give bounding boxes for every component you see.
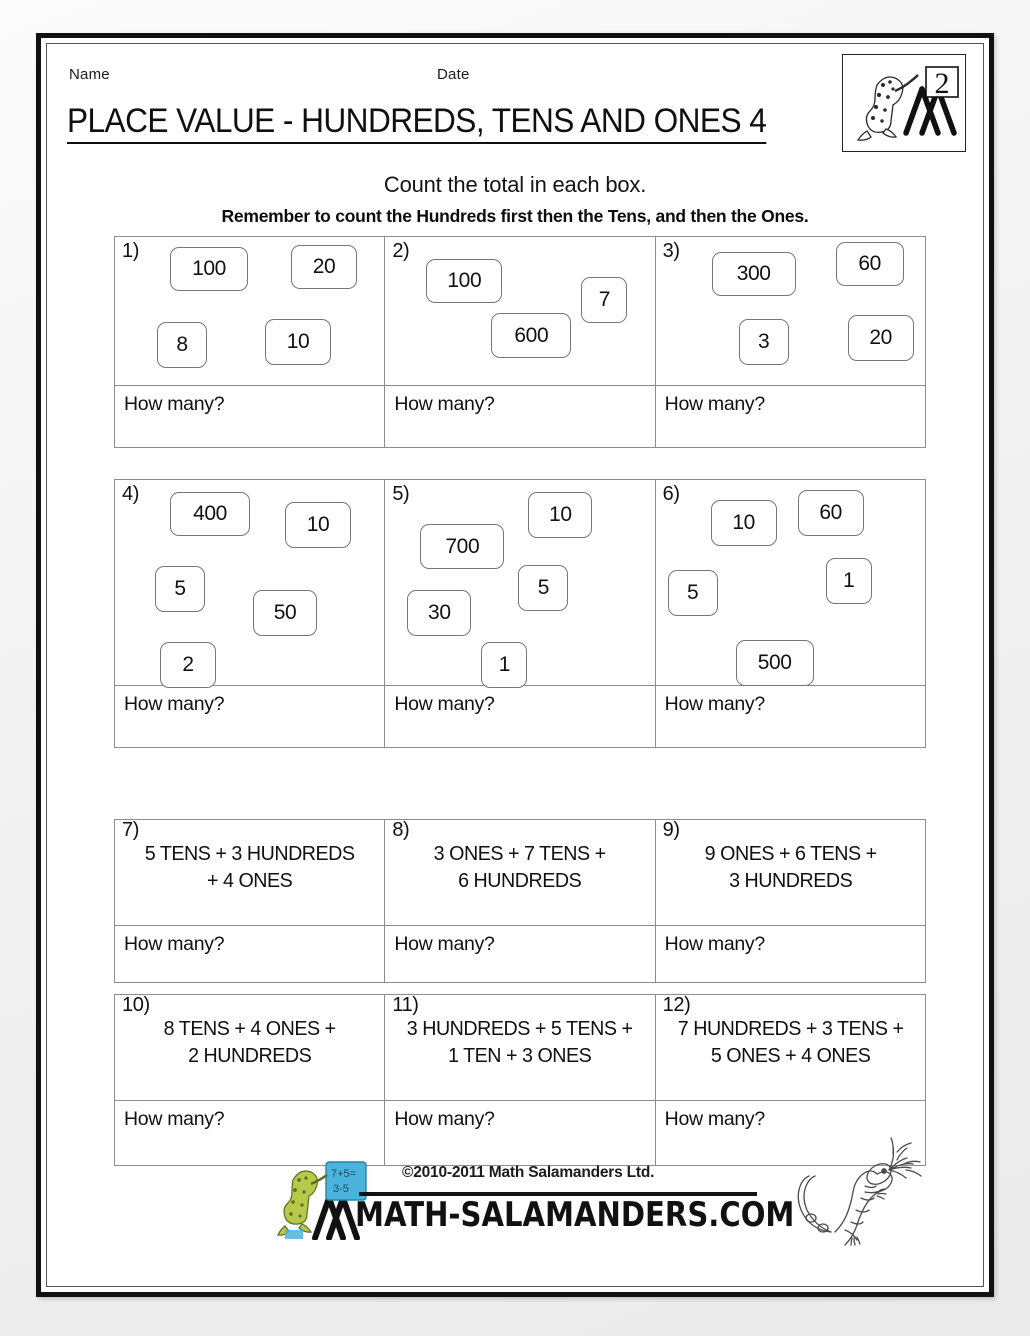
- value-chip: 8: [157, 322, 207, 368]
- header-logo-badge: [842, 54, 966, 152]
- value-chip: 60: [836, 242, 904, 286]
- question-expression-line1: 3 HUNDREDS + 5 TENS +: [407, 1017, 633, 1040]
- question-cell: [115, 995, 385, 1100]
- value-chip: 10: [528, 492, 592, 538]
- question-row: [114, 819, 926, 983]
- question-number: 4): [122, 483, 139, 505]
- copyright-text: ©2010-2011 Math Salamanders Ltd.: [402, 1164, 655, 1181]
- question-expression-line2: 6 HUNDREDS: [458, 869, 582, 893]
- salamander-easel-icon: [843, 55, 967, 153]
- worksheet-page: [36, 33, 994, 1297]
- answer-row: [115, 685, 925, 747]
- brand-lockup: [277, 1148, 795, 1256]
- value-chip: 10: [711, 500, 777, 546]
- value-chip: 500: [736, 640, 814, 686]
- answer-cell[interactable]: How many?: [385, 386, 655, 447]
- value-chip: 5: [518, 565, 568, 611]
- question-number: 1): [122, 240, 139, 262]
- question-row: [114, 479, 926, 748]
- svg-text:2: 2: [934, 67, 950, 100]
- question-row: [114, 236, 926, 448]
- svg-text:3-5: 3-5: [333, 1183, 349, 1195]
- question-number: 6): [662, 483, 680, 505]
- value-chip: 20: [291, 245, 357, 289]
- question-cell: [656, 237, 925, 385]
- question-cell: [115, 237, 385, 385]
- value-chip: 7: [581, 277, 627, 323]
- value-chip: 400: [170, 492, 250, 536]
- question-number: 7): [122, 819, 139, 841]
- question-expression-line2: 2 HUNDREDS: [188, 1044, 312, 1068]
- footer-lizard-illustration: [785, 1130, 935, 1260]
- name-label: Name: [69, 66, 110, 83]
- date-label: Date: [437, 66, 470, 83]
- answer-cell[interactable]: How many?: [385, 926, 655, 982]
- instruction-remember: Remember to count the Hundreds first then the Tens, and then the Ones.: [221, 206, 809, 226]
- question-expression-line1: 9 ONES + 6 TENS +: [704, 842, 877, 865]
- footer: [47, 1123, 983, 1268]
- question-expression-line1: 8 TENS + 4 ONES +: [163, 1017, 336, 1040]
- question-number: 2): [392, 240, 410, 262]
- question-cell: [656, 995, 925, 1100]
- question-cell: [385, 237, 655, 385]
- question-expression-line2: 5 ONES + 4 ONES: [710, 1044, 871, 1068]
- answer-cell[interactable]: How many?: [664, 933, 765, 955]
- value-chip: 1: [826, 558, 872, 604]
- answer-row: [115, 385, 925, 447]
- question-expression-line1: 5 TENS + 3 HUNDREDS: [144, 842, 355, 865]
- question-number: 3): [662, 240, 680, 262]
- value-chip: 1: [481, 642, 527, 688]
- question-cell: [385, 820, 655, 925]
- question-expression-line1: 7 HUNDREDS + 3 TENS +: [677, 1017, 904, 1040]
- question-cell: [385, 995, 655, 1100]
- instruction-subtitle: Count the total in each box.: [383, 172, 647, 197]
- answer-cell[interactable]: How many?: [664, 693, 765, 715]
- value-chip: 600: [491, 313, 571, 358]
- answer-cell[interactable]: How many?: [664, 1108, 765, 1130]
- answer-cell[interactable]: How many?: [115, 686, 385, 747]
- answer-cell[interactable]: How many?: [385, 686, 655, 747]
- answer-cell[interactable]: How many?: [664, 393, 765, 415]
- answer-row: [115, 925, 925, 982]
- question-number: 5): [392, 483, 410, 505]
- worksheet-page-inner: [46, 43, 984, 1287]
- question-cell: [115, 820, 385, 925]
- value-chip: 5: [155, 566, 205, 612]
- value-chip: 50: [253, 590, 317, 636]
- value-chip: 30: [407, 590, 471, 636]
- answer-cell[interactable]: How many?: [385, 1101, 655, 1165]
- question-cell: [385, 480, 655, 685]
- value-chip: 3: [739, 319, 789, 365]
- brand-url: MATH-SALAMANDERS.COM: [355, 1196, 795, 1236]
- page-title: PLACE VALUE - HUNDREDS, TENS AND ONES 4: [67, 104, 766, 144]
- question-cell: [115, 480, 385, 685]
- question-number: 11): [392, 994, 419, 1016]
- value-chip: 10: [285, 502, 351, 548]
- value-chip: 100: [170, 247, 248, 291]
- question-expression-line2: + 4 ONES: [206, 869, 293, 893]
- value-chip: 300: [712, 252, 796, 296]
- question-cell: [656, 820, 925, 925]
- value-chip: 700: [420, 524, 504, 569]
- value-chip: 20: [848, 315, 914, 361]
- answer-cell[interactable]: How many?: [115, 926, 385, 982]
- question-cell: [656, 480, 925, 685]
- question-number: 8): [392, 819, 410, 841]
- value-chip: 60: [798, 490, 864, 536]
- question-number: 10): [122, 994, 150, 1016]
- value-chip: 5: [668, 570, 718, 616]
- question-expression-line2: 1 TEN + 3 ONES: [448, 1044, 592, 1068]
- question-number: 9): [662, 819, 680, 841]
- value-chip: 100: [426, 259, 502, 303]
- value-chip: 2: [160, 642, 216, 688]
- question-number: 12): [662, 994, 691, 1016]
- answer-cell[interactable]: How many?: [115, 386, 385, 447]
- answer-cell[interactable]: How many?: [115, 1101, 385, 1165]
- svg-text:7+5=: 7+5=: [331, 1168, 357, 1180]
- value-chip: 10: [265, 319, 331, 365]
- question-expression-line2: 3 HUNDREDS: [728, 869, 852, 893]
- question-expression-line1: 3 ONES + 7 TENS +: [434, 842, 606, 865]
